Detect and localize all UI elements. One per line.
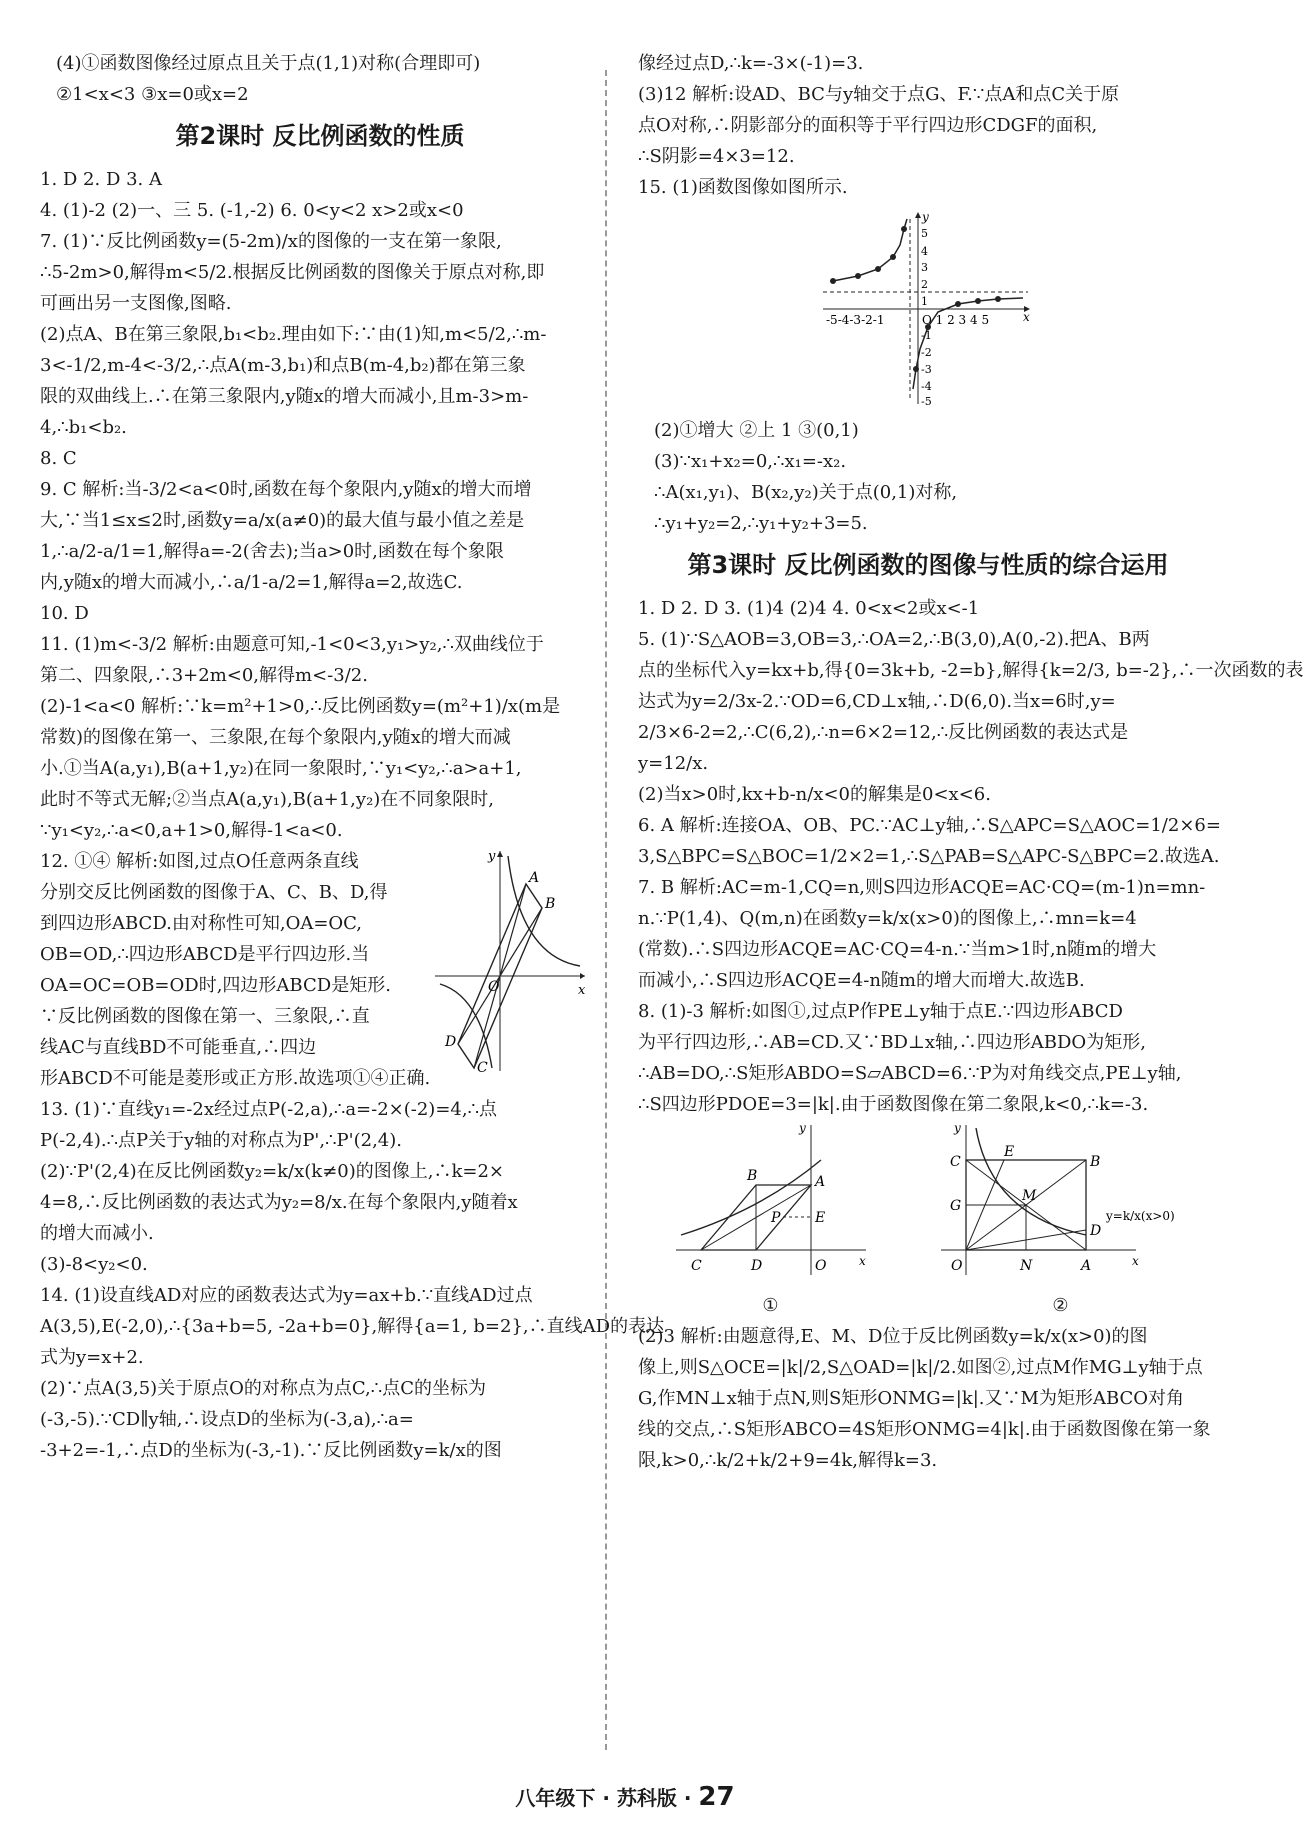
page-footer — [0, 1782, 1250, 1812]
text-line: (3)12 解析:设AD、BC与y轴交于点G、F.∵点A和点C关于原 — [638, 84, 1120, 105]
text-line: 10. D — [40, 603, 89, 624]
text-line: 可画出另一支图像,图略. — [40, 293, 232, 314]
answer-block — [638, 593, 1304, 1120]
right-column — [638, 48, 1304, 1476]
figure-1 — [671, 1120, 871, 1321]
svg-text:2: 2 — [921, 278, 928, 291]
text-line: 6. A 解析:连接OA、OB、PC.∵AC⊥y轴,∴S△APC=S△AOC=1/2×6= — [638, 815, 1221, 836]
text-line: 7. (1)∵反比例函数y=(5-2m)/x的图像的一支在第一象限, — [40, 231, 502, 252]
q12-text — [40, 846, 430, 1094]
text-line: 11. (1)m<-3/2 解析:由题意可知,-1<0<3,y₁>y₂,∴双曲线位于 — [40, 634, 544, 655]
svg-text:y: y — [488, 849, 496, 864]
svg-text:B: B — [746, 1168, 757, 1184]
column-divider — [605, 70, 607, 1750]
text-line: 2/3×6-2=2,∴C(6,2),∴n=6×2=12,∴反比例函数的表达式是 — [638, 722, 1129, 743]
figure-2-equation: y=k/x(x>0) — [1105, 1209, 1175, 1223]
text-line: (-3,-5).∵CD∥y轴,∴设点D的坐标为(-3,a),∴a= — [40, 1409, 414, 1430]
svg-text:O: O — [950, 1258, 962, 1274]
answer-block — [638, 415, 1218, 539]
page-number: 27 — [698, 1782, 735, 1812]
svg-text:x: x — [578, 983, 586, 998]
text-line: ∵反比例函数的图像在第一、三象限,∴直 — [40, 1006, 370, 1027]
figure-1-label: ① — [762, 1295, 779, 1316]
svg-text:1: 1 — [921, 295, 928, 308]
section-title: 第2课时 反比例函数的性质 — [175, 122, 465, 150]
text-line: 分别交反比例函数的图像于A、C、B、D,得 — [40, 882, 388, 903]
text-line: ∴5-2m>0,解得m<5/2.根据反比例函数的图像关于原点对称,即 — [40, 262, 545, 283]
text-line: OB=OD,∴四边形ABCD是平行四边形.当 — [40, 944, 370, 965]
text-line: ∴AB=DO,∴S矩形ABDO=S▱ABCD=6.∵P为对角线交点,PE⊥y轴, — [638, 1063, 1182, 1084]
text-line: ∴A(x₁,y₁)、B(x₂,y₂)关于点(0,1)对称, — [654, 482, 958, 503]
text-line: 线AC与直线BD不可能垂直,∴四边 — [40, 1037, 317, 1058]
text-line: 内,y随x的增大而减小,∴a/1-a/2=1,解得a=2,故选C. — [40, 572, 463, 593]
svg-text:B: B — [1089, 1154, 1100, 1170]
text-line: (2)-1<a<0 解析:∵k=m²+1>0,∴反比例函数y=(m²+1)/x(m是 — [40, 696, 561, 717]
text-line: (2)当x>0时,kx+b-n/x<0的解集是0<x<6. — [638, 784, 991, 805]
text-line: ∴S四边形PDOE=3=|k|.由于函数图像在第二象限,k<0,∴k=-3. — [638, 1094, 1149, 1115]
text-line: ∴y₁+y₂=2,∴y₁+y₂+3=5. — [654, 513, 868, 534]
svg-text:N: N — [1019, 1258, 1032, 1274]
figure-2 — [936, 1120, 1186, 1321]
text-line: 限,k>0,∴k/2+k/2+9=4k,解得k=3. — [638, 1450, 938, 1471]
svg-text:y: y — [922, 210, 929, 224]
svg-text:4: 4 — [921, 245, 928, 258]
answer-block — [40, 164, 600, 846]
text-line: 此时不等式无解;②当点A(a,y₁),B(a+1,y₂)在不同象限时, — [40, 789, 495, 810]
svg-text:-4: -4 — [921, 380, 932, 393]
text-line: 形ABCD不可能是菱形或正方形.故选项①④正确. — [40, 1068, 431, 1089]
svg-text:D: D — [1089, 1223, 1101, 1239]
svg-text:x: x — [858, 1254, 866, 1268]
section-title: 第3课时 反比例函数的图像与性质的综合运用 — [687, 551, 1169, 579]
text-line: 12. ①④ 解析:如图,过点O任意两条直线 — [40, 851, 359, 872]
q12-block — [40, 846, 600, 1094]
text-line: 4. (1)-2 (2)一、三 5. (-1,-2) 6. 0<y<2 x>2或x<0 — [40, 200, 464, 221]
text-line: (2)3 解析:由题意得,E、M、D位于反比例函数y=k/x(x>0)的图 — [638, 1326, 1148, 1347]
text-line: n.∵P(1,4)、Q(m,n)在函数y=k/x(x>0)的图像上,∴mn=k=4 — [638, 908, 1137, 929]
parallelogram-hyperbola-figure — [430, 846, 590, 1076]
text-line: 达式为y=2/3x-2.∵OD=6,CD⊥x轴,∴D(6,0).当x=6时,y= — [638, 691, 1116, 712]
svg-text:-5-4-3-2-1: -5-4-3-2-1 — [826, 313, 885, 327]
text-line: 点O对称,∴阴影部分的面积等于平行四边形CDGF的面积, — [638, 115, 1098, 136]
svg-text:5: 5 — [921, 227, 928, 240]
svg-text:-2: -2 — [921, 346, 932, 359]
text-line: 限的双曲线上.∴在第三象限内,y随x的增大而减小,且m-3>m- — [40, 386, 529, 407]
svg-text:D: D — [445, 1034, 457, 1050]
svg-text:M: M — [1021, 1188, 1036, 1204]
svg-text:x: x — [1131, 1254, 1139, 1268]
footer-text: 八年级下 · 苏科版 · — [515, 1786, 699, 1810]
svg-text:C: C — [949, 1154, 961, 1170]
svg-text:P: P — [770, 1210, 780, 1226]
text-line: (2)∵P'(2,4)在反比例函数y₂=k/x(k≠0)的图像上,∴k=2× — [40, 1161, 504, 1182]
text-line: 到四边形ABCD.由对称性可知,OA=OC, — [40, 913, 363, 934]
svg-text:B: B — [545, 896, 556, 912]
text-line: 3,S△BPC=S△BOC=1/2×2=1,∴S△PAB=S△APC-S△BPC=2.故选A. — [638, 846, 1220, 867]
answer-block — [638, 1321, 1218, 1476]
text-line: y=12/x. — [638, 753, 709, 774]
text-line: ∵y₁<y₂,∴a<0,a+1>0,解得-1<a<0. — [40, 820, 343, 841]
inverse-function-graph — [818, 209, 1038, 409]
text-line: 8. (1)-3 解析:如图①,过点P作PE⊥y轴于点E.∵四边形ABCD — [638, 1001, 1123, 1022]
svg-text:G: G — [949, 1198, 961, 1214]
text-line: 像经过点D,∴k=-3×(-1)=3. — [638, 53, 864, 74]
text-line: 式为y=x+2. — [40, 1347, 144, 1368]
text-line: ∴S阴影=4×3=12. — [638, 146, 795, 167]
text-line: 线的交点,∴S矩形ABCO=4S矩形ONMG=4|k|.由于函数图像在第一象 — [638, 1419, 1211, 1440]
text-line: 常数)的图像在第一、三象限,在每个象限内,y随x的增大而减 — [40, 727, 511, 748]
svg-text:A: A — [529, 870, 540, 886]
text-line: 为平行四边形,∴AB=CD.又∵BD⊥x轴,∴四边形ABDO为矩形, — [638, 1032, 1146, 1053]
svg-text:3: 3 — [921, 261, 928, 274]
text-line: (4)①函数图像经过原点且关于点(1,1)对称(合理即可) — [56, 53, 481, 74]
figure-1-drawing — [671, 1120, 871, 1280]
text-line: 1. D 2. D 3. A — [40, 169, 162, 190]
svg-text:-3: -3 — [921, 363, 932, 376]
text-line: 5. (1)∵S△AOB=3,OB=3,∴OA=2,∴B(3,0),A(0,-2).把A、B两 — [638, 629, 1150, 650]
svg-text:O: O — [488, 979, 500, 995]
text-line: 4=8,∴反比例函数的表达式为y₂=8/x.在每个象限内,y随着x — [40, 1192, 518, 1213]
svg-text:O 1 2 3 4 5: O 1 2 3 4 5 — [922, 313, 990, 327]
svg-text:E: E — [814, 1210, 825, 1226]
text-line: 小.①当A(a,y₁),B(a+1,y₂)在同一象限时,∵y₁<y₂,∴a>a+1, — [40, 758, 522, 779]
svg-text:x: x — [1023, 310, 1030, 324]
text-line: (3)-8<y₂<0. — [40, 1254, 148, 1275]
svg-text:-5: -5 — [921, 395, 932, 408]
text-line: 3<-1/2,m-4<-3/2,∴点A(m-3,b₁)和点B(m-4,b₂)都在第三象 — [40, 355, 526, 376]
answer-block — [638, 48, 1218, 203]
svg-text:y: y — [953, 1121, 961, 1135]
figure-2-drawing — [936, 1120, 1186, 1280]
figure-row — [638, 1120, 1218, 1321]
text-line: 而减小,∴S四边形ACQE=4-n随m的增大而增大.故选B. — [638, 970, 1085, 991]
svg-text:A: A — [1080, 1258, 1091, 1274]
text-line: A(3,5),E(-2,0),∴{3a+b=5, -2a+b=0},解得{a=1, b=2},∴直线AD的表达 — [40, 1316, 665, 1337]
text-line: 第二、四象限,∴3+2m<0,解得m<-3/2. — [40, 665, 368, 686]
svg-text:A: A — [814, 1174, 825, 1190]
svg-text:C: C — [690, 1258, 702, 1274]
text-line: 9. C 解析:当-3/2<a<0时,函数在每个象限内,y随x的增大而增 — [40, 479, 532, 500]
text-line: (2)点A、B在第三象限,b₁<b₂.理由如下:∵由(1)知,m<5/2,∴m- — [40, 324, 547, 345]
text-line: 13. (1)∵直线y₁=-2x经过点P(-2,a),∴a=-2×(-2)=4,∴点 — [40, 1099, 498, 1120]
text-line: 8. C — [40, 448, 77, 469]
text-line: 14. (1)设直线AD对应的函数表达式为y=ax+b.∵直线AD过点 — [40, 1285, 533, 1306]
text-line: 大,∵当1≤x≤2时,函数y=a/x(a≠0)的最大值与最小值之差是 — [40, 510, 525, 531]
text-line: 的增大而减小. — [40, 1223, 154, 1244]
svg-text:O: O — [814, 1258, 826, 1274]
svg-text:y: y — [798, 1121, 806, 1135]
text-line: P(-2,4).∴点P关于y轴的对称点为P',∴P'(2,4). — [40, 1130, 403, 1151]
svg-text:C: C — [477, 1060, 488, 1076]
svg-text:E: E — [1003, 1144, 1014, 1160]
left-column — [40, 48, 665, 1466]
text-line: (2)①增大 ②上 1 ③(0,1) — [654, 420, 859, 441]
text-line: 1,∴a/2-a/1=1,解得a=-2(舍去);当a>0时,函数在每个象限 — [40, 541, 504, 562]
text-line: (3)∵x₁+x₂=0,∴x₁=-x₂. — [654, 451, 847, 472]
text-line: 4,∴b₁<b₂. — [40, 417, 127, 438]
text-line: 像上,则S△OCE=|k|/2,S△OAD=|k|/2.如图②,过点M作MG⊥y轴于点 — [638, 1357, 1203, 1378]
text-line: (2)∵点A(3,5)关于原点O的对称点为点C,∴点C的坐标为 — [40, 1378, 486, 1399]
text-line: 点的坐标代入y=kx+b,得{0=3k+b, -2=b},解得{k=2/3, b=-2},∴一次函数的表 — [638, 660, 1304, 681]
text-line: 7. B 解析:AC=m-1,CQ=n,则S四边形ACQE=AC·CQ=(m-1)n=mn- — [638, 877, 1206, 898]
text-line: -3+2=-1,∴点D的坐标为(-3,-1).∵反比例函数y=k/x的图 — [40, 1440, 502, 1461]
text-line: G,作MN⊥x轴于点N,则S矩形ONMG=|k|.又∵M为矩形ABCO对角 — [638, 1388, 1185, 1409]
answer-block — [40, 1094, 665, 1466]
figure-2-label: ② — [1052, 1295, 1069, 1316]
text-line: 1. D 2. D 3. (1)4 (2)4 4. 0<x<2或x<-1 — [638, 598, 980, 619]
svg-text:-1: -1 — [921, 329, 932, 342]
text-line: (常数).∴S四边形ACQE=AC·CQ=4-n.∵当m>1时,n随m的增大 — [638, 939, 1157, 960]
text-line: 15. (1)函数图像如图所示. — [638, 177, 848, 198]
svg-text:D: D — [750, 1258, 762, 1274]
text-line: OA=OC=OB=OD时,四边形ABCD是矩形. — [40, 975, 391, 996]
text-line: ②1<x<3 ③x=0或x=2 — [56, 84, 249, 105]
